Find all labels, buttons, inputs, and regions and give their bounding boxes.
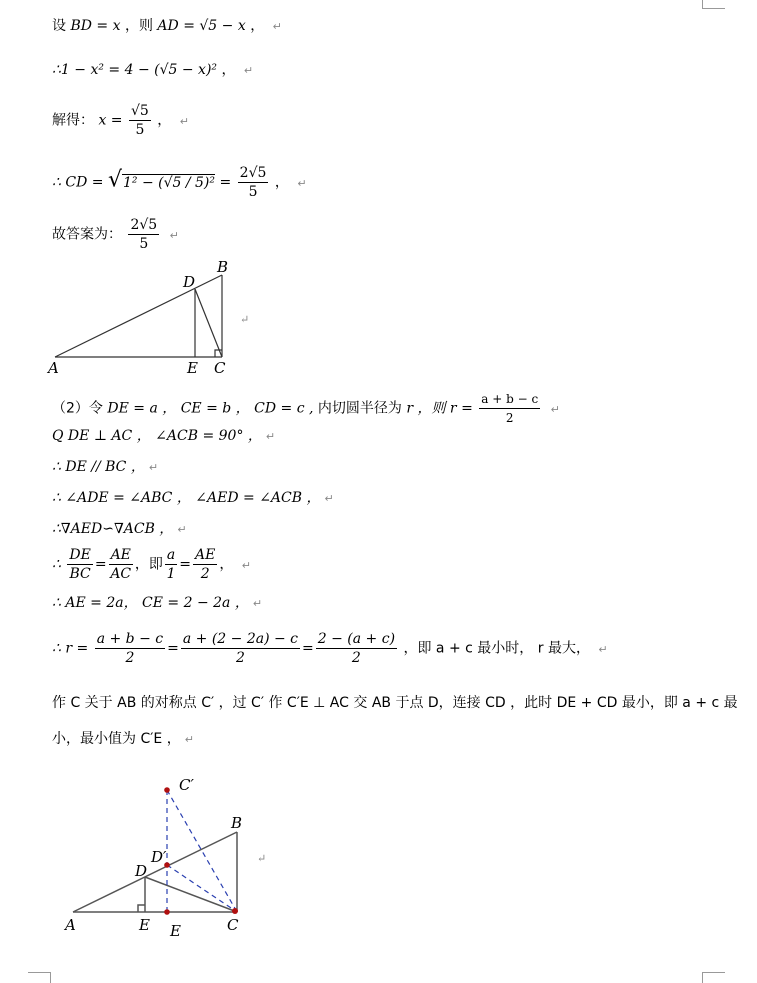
numerator: a [166,547,176,563]
part2-line-3 [52,457,158,478]
denominator: 2 [505,411,514,425]
text: ，即 a + c 最小时， r 最大， [403,640,590,657]
numerator: 2√5 [239,165,267,181]
text: ， [157,112,172,129]
text: ， [274,174,289,191]
triangle-figure-1 [40,255,260,380]
math: r ，则 r = [406,400,473,417]
denominator: 5 [139,236,149,252]
math: ∴1 − x² = 4 − (√5 − x)² [52,62,218,78]
return-mark: ↵ [169,228,179,242]
numerator: a + b − c [96,631,164,647]
part2-line-4 [52,488,334,509]
label-b: B [231,814,243,832]
math: = [219,174,232,191]
label-a: A [65,916,76,934]
return-mark: ↵ [148,461,159,474]
text: ， [250,18,265,34]
return-mark: ↵ [265,430,276,443]
sqrt-symbol: √ [107,167,122,193]
answer-line [52,216,179,253]
text: 作 C 关于 AB 的对称点 C′ ，过 C′ 作 C′E ⊥ AC 交 AB 于点 D，连接 CD ，此时 DE + CD 最小，即 a + c 最 [52,695,738,711]
math: ∴ r = [52,640,89,657]
numerator: a + (2 − 2a) − c [182,631,299,647]
text: 解得： [52,112,94,129]
part2-line-9 [52,693,738,713]
numerator: √5 [130,103,149,119]
label-e: E [139,916,150,934]
denominator: BC [69,566,91,582]
denominator: 5 [248,184,258,200]
return-mark: ↵ [297,176,307,190]
solution-line-1 [52,16,282,37]
triangle-figure-2 [55,770,285,940]
label-c: C [227,916,239,934]
corner-mark-bottom-left [28,972,51,983]
fraction [67,546,92,583]
label-a: A [48,359,59,377]
solution-line-3 [52,102,189,139]
corner-mark-top-right [702,0,725,9]
solution-line-4 [52,164,307,201]
denominator: 2 [351,650,361,666]
numerator: DE [69,547,91,563]
text: ， [221,62,236,78]
math: Q DE ⊥ AC ， ∠ACB = 90° ， [52,428,262,444]
text: 设 [52,18,66,34]
label-e: E [187,359,198,377]
return-mark: ↵ [184,733,194,746]
fraction [238,164,269,201]
math: ∴ [52,556,61,573]
part2-line-2 [52,426,275,447]
label-b: B [217,258,229,276]
solution-line-2 [52,60,253,81]
math: AD = √5 − x [157,18,246,34]
label-d: D [183,273,196,291]
return-mark: ↵ [550,402,560,416]
corner-mark-bottom-right [702,972,725,983]
fraction [181,630,300,667]
part2-line-6: ∴ $\frac{DE}{BC}$ = $\frac{AE}{AC}$ ，即 $\frac{a}{1}$ = $\frac{AE}{2}$ ， ↵ [52,547,252,582]
return-mark: ↵ [272,20,282,33]
fraction [129,102,151,139]
part2-line-8: ∴ r = $\frac{a + b - c}{2}$ = $\frac{a + (2 - 2a) - c}{2}$ = $\frac{2 - (a + c)}{2}$ ，即 a + c 最小时， r 最大， ↵ [52,631,608,666]
denominator: 2 [200,566,210,582]
text: 故答案为： [52,226,122,243]
math: ∴ DE // BC ， [52,459,145,475]
label-d-prime: D′ [151,848,167,866]
text: 小，最小值为 C′E ， [52,731,181,747]
return-mark: ↵ [177,523,187,536]
part2-line-10 [52,729,194,750]
return-mark: ↵ [241,558,252,572]
math: DE = a ， CE = b ， CD = c , [107,400,314,417]
fraction [479,390,540,427]
label-e-prime: E [170,922,181,940]
math: ∴ CD = [52,174,104,191]
label-c: C [214,359,226,377]
denominator: 5 [135,122,145,138]
denominator: AC [110,566,132,582]
radicand: 1² − (√5 / 5)² [122,174,216,191]
part2-line-1 [52,390,560,427]
numerator: AE [110,547,131,563]
fraction [109,546,133,583]
fraction [165,546,177,583]
text: ， [219,556,234,573]
numerator: 2 − (a + c) [317,631,396,647]
text: （2）令 [52,400,103,417]
fraction [95,630,165,667]
math: ∴∇AED∽∇ACB ， [52,521,174,537]
fraction [128,216,159,253]
fraction [316,630,397,667]
numerator: a + b − c [479,390,540,409]
numerator: AE [195,547,216,563]
part2-line-5 [52,519,187,540]
return-mark: ↵ [257,852,267,865]
return-mark: ↵ [252,597,263,610]
part2-line-7 [52,593,262,614]
text: ，即 [134,556,163,573]
return-mark: ↵ [598,642,608,656]
denominator: 2 [235,650,245,666]
numerator: 2√5 [130,217,158,233]
text: ，则 [124,18,153,34]
math: ∴ ∠ADE = ∠ABC ， ∠AED = ∠ACB ， [52,490,321,506]
label-c-prime: C′ [179,776,194,794]
math: ∴ AE = 2a， CE = 2 − 2a ， [52,595,249,611]
denominator: 1 [166,566,176,582]
return-mark: ↵ [324,492,334,505]
math: BD = x [70,18,121,34]
fraction [193,546,217,583]
math: x = [98,112,123,129]
return-mark: ↵ [240,313,250,326]
label-d: D [135,862,148,880]
return-mark: ↵ [179,114,189,128]
denominator: 2 [125,650,135,666]
return-mark: ↵ [243,64,254,77]
text: 内切圆半径为 [317,400,402,417]
